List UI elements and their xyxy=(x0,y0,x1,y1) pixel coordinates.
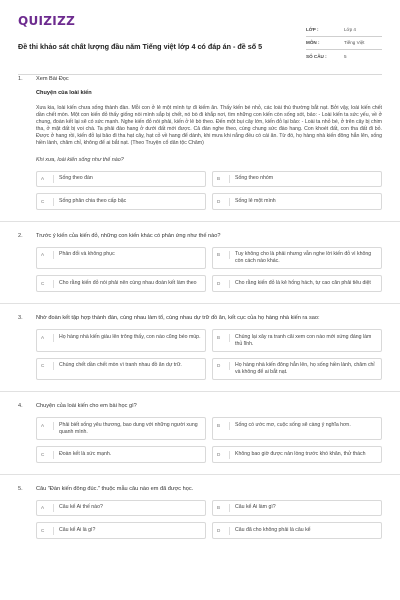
meta-row-count xyxy=(306,50,382,63)
option-text: Cho rằng kiến đỏ nói phải nên cùng nhau đoàn kết làm theo xyxy=(59,279,197,286)
option-letter: A xyxy=(41,422,54,430)
option-letter: B xyxy=(217,422,230,430)
option-text: Chúng chết dần chết mòn vì tranh nhau đồ ăn dự trữ. xyxy=(59,362,182,369)
passage-text: Xưa kia, loài kiến chưa sống thành đàn. Mỗi con ở lẻ một mình tự đi kiếm ăn. Thấy kiến bé nhỏ, các loài thú thường bắt nạt. Bởi vậy, loài kiến chết dần chết mòn. Một con kiến đỏ thấy giống nòi mình sắp bị chết, nó bò đi khắp nơi, tìm những con kiến còn sống sót, bảo: - Loài kiến ta sức yếu, về ở chung, đoàn kết lại sẽ có sức mạnh. Nghe kiến đỏ nói phải, kiến ở lẻ bò theo. Đến một bụi cây lớn, kiến đỏ lại bảo: - Loài ta nhỏ bé, ở trên cây bị chim tha, ở mặt đất bị voi chà. Ta phải đào hang ở dưới đất mới được. Cả đàn nghe theo, cùng chung sức đào hang. Con khoét đất, con tha đất đi bỏ. Được ở hang rồi, kiến đỏ lại bảo đi tha hạt cây, hạt cỏ về hang để dành, khi mưa khi nắng đều có cái ăn. Từ đó, họ hàng nhà kiến đông hẳn lên, sống hiền lành, chăm chỉ, không để ai bắt nạt. (Theo Truyện cổ dân tộc Chăm) xyxy=(36,104,382,147)
answer-option-c[interactable] xyxy=(36,446,206,463)
option-letter: A xyxy=(41,504,54,512)
option-text: Sống theo đàn xyxy=(59,175,93,182)
option-letter: A xyxy=(41,251,54,259)
answer-options xyxy=(36,500,382,539)
sub-question: Khi xưa, loài kiến sống như thế nào? xyxy=(36,156,124,163)
answer-options xyxy=(36,329,382,380)
question-number: 5. xyxy=(18,485,23,492)
meta-value: 5 xyxy=(344,53,347,59)
passage-title: Chuyện của loài kiến xyxy=(36,90,92,97)
question-divider xyxy=(0,391,400,392)
option-text: Họ hàng nhà kiến đông hẳn lên, họ sống hiền lành, chăm chỉ và không để ai bắt nạt. xyxy=(235,362,375,376)
meta-row-subject xyxy=(306,37,382,50)
meta-row-grade xyxy=(306,24,382,37)
option-letter: C xyxy=(41,198,54,206)
answer-options xyxy=(36,171,382,210)
option-letter: D xyxy=(217,198,230,206)
option-letter: C xyxy=(41,362,54,370)
option-letter: A xyxy=(41,175,54,183)
answer-option-c[interactable] xyxy=(36,358,206,381)
answer-option-b[interactable] xyxy=(212,171,382,188)
option-text: Chúng lại xây ra tranh cãi xem con nào mới xứng đáng làm thủ lĩnh. xyxy=(235,333,372,347)
header-divider xyxy=(18,74,382,75)
question-5 xyxy=(18,486,382,539)
option-letter: C xyxy=(41,451,54,459)
option-text: Câu kể Ai là gì? xyxy=(59,526,96,533)
question-number: 4. xyxy=(18,403,23,410)
question-divider xyxy=(0,474,400,475)
meta-key: SỐ CÂU : xyxy=(306,53,327,59)
option-letter: D xyxy=(217,527,230,535)
option-text: Câu kể Ai làm gì? xyxy=(235,504,276,511)
question-1 xyxy=(18,76,382,210)
question-text: Câu "Đàn kiến đông đúc." thuộc mẫu câu nào em đã được học. xyxy=(36,485,194,492)
question-text: Nhờ đoàn kết tập hợp thành đàn, cùng nhau làm tổ, cùng nhau dự trữ đồ ăn, kết cục của họ hàng nhà kiến ra sao: xyxy=(36,314,320,321)
option-letter: D xyxy=(217,280,230,288)
option-text: Đoàn kết là sức mạnh. xyxy=(59,450,112,457)
question-list xyxy=(18,76,382,539)
answer-option-b[interactable] xyxy=(212,329,382,352)
question-number: 1. xyxy=(18,76,23,82)
answer-option-d[interactable] xyxy=(212,275,382,292)
option-letter: C xyxy=(41,527,54,535)
answer-option-a[interactable] xyxy=(36,171,206,188)
answer-option-a[interactable] xyxy=(36,329,206,352)
answer-options xyxy=(36,417,382,462)
option-text: Cho rằng kiến đỏ là kẻ hống hách, tự cao căn phải tiêu diệt xyxy=(235,279,371,286)
option-text: Không bao giờ được nản lòng trước khó khăn, thử thách xyxy=(235,450,366,457)
option-text: Sống theo nhóm xyxy=(235,175,274,182)
meta-key: MÔN : xyxy=(306,40,320,46)
question-number: 3. xyxy=(18,314,23,321)
question-divider xyxy=(0,221,400,222)
document-title: Đề thi khảo sát chất lượng đầu năm Tiếng việt lớp 4 có đáp án - đề số 5 xyxy=(18,42,263,51)
question-4 xyxy=(18,403,382,462)
option-letter: B xyxy=(217,334,230,342)
option-letter: B xyxy=(217,504,230,512)
answer-options xyxy=(36,247,382,292)
answer-option-b[interactable] xyxy=(212,247,382,270)
option-letter: B xyxy=(217,251,230,259)
meta-value: Lớp 4 xyxy=(344,27,356,33)
option-text: Sống phân chia theo cấp bậc xyxy=(59,197,127,204)
answer-option-b[interactable] xyxy=(212,500,382,517)
option-letter: A xyxy=(41,334,54,342)
quizizz-logo: QUIZIZZ xyxy=(18,14,76,28)
question-divider xyxy=(0,303,400,304)
option-text: Câu kể Ai thế nào? xyxy=(59,504,103,511)
meta-table xyxy=(306,24,382,63)
question-text: Chuyện của loài kiến cho em bài học gì? xyxy=(36,403,137,410)
meta-key: LỚP : xyxy=(306,27,319,33)
question-number: 2. xyxy=(18,232,23,239)
question-text: Xem Bài Đọc xyxy=(36,76,69,82)
option-text: Câu đã cho không phải là câu kể xyxy=(235,526,311,533)
option-letter: D xyxy=(217,451,230,459)
question-3 xyxy=(18,315,382,380)
option-text: Sống lẻ một mình xyxy=(235,197,276,204)
option-letter: C xyxy=(41,280,54,288)
meta-value: Tiếng Việt xyxy=(344,40,365,46)
option-text: Phải biết sống yêu thương, bao dung với những người xung quanh mình. xyxy=(59,421,198,435)
answer-option-b[interactable] xyxy=(212,417,382,440)
answer-option-a[interactable] xyxy=(36,247,206,270)
option-text: Sống có ước mơ, cuộc sống sẽ càng ý nghĩa hơn. xyxy=(235,421,351,428)
option-text: Họ hàng nhà kiến giàu lên trông thấy, con nào cũng béo múp. xyxy=(59,333,201,340)
answer-option-c[interactable] xyxy=(36,193,206,210)
answer-option-d[interactable] xyxy=(212,522,382,539)
option-letter: D xyxy=(217,362,230,370)
question-2 xyxy=(18,233,382,292)
answer-option-c[interactable] xyxy=(36,522,206,539)
answer-option-d[interactable] xyxy=(212,446,382,463)
worksheet-header xyxy=(18,12,382,70)
answer-option-d[interactable] xyxy=(212,193,382,210)
answer-option-c[interactable] xyxy=(36,275,206,292)
option-text: Tuy không cho là phải nhưng vẫn nghe lời kiến đỏ vì không còn cách nào khác. xyxy=(235,251,372,265)
answer-option-d[interactable] xyxy=(212,358,382,381)
question-text: Trước ý kiến của kiến đỏ, những con kiến khác có phản ứng như thế nào? xyxy=(36,232,221,239)
option-letter: B xyxy=(217,175,230,183)
answer-option-a[interactable] xyxy=(36,417,206,440)
option-text: Phản đối và không phục xyxy=(59,251,115,258)
answer-option-a[interactable] xyxy=(36,500,206,517)
